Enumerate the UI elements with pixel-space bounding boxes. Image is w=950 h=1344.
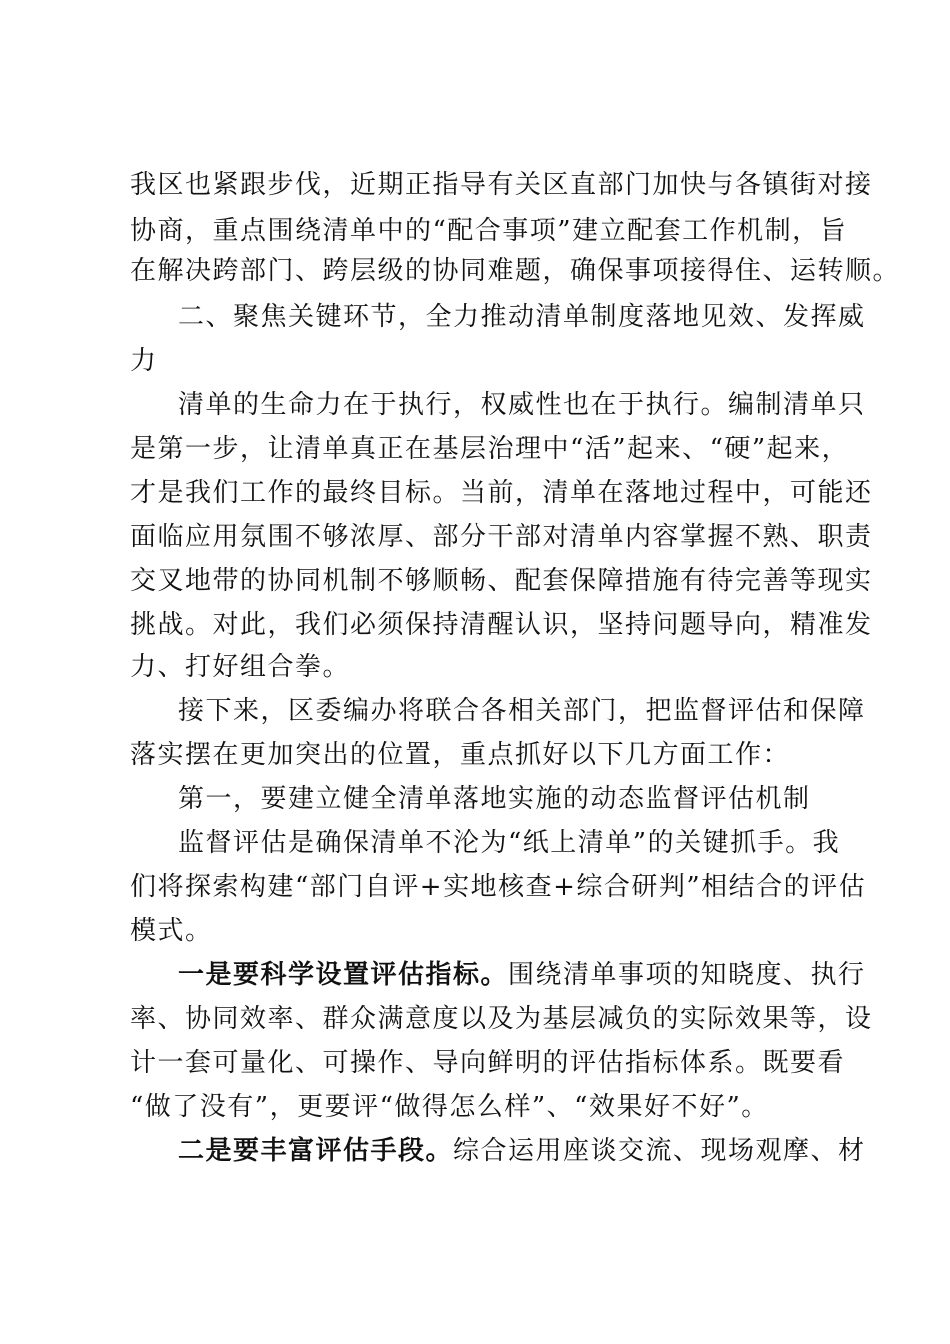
bold-lead-text: 二是要丰富评估手段。 xyxy=(178,1136,454,1166)
paragraph-line: 挑战。对此，我们必须保持清醒认识，坚持问题导向，精准发 xyxy=(130,610,873,640)
paragraph-text: 围绕清单事项的知晓度、执行 xyxy=(508,960,866,990)
paragraph-line: 在解决跨部门、跨层级的协同难题，确保事项接得住、运转顺。 xyxy=(130,256,901,286)
paragraph-line: “做了没有”，更要评“做得怎么样”、“效果好不好”。 xyxy=(130,1092,769,1122)
paragraph-line: 清单的生命力在于执行，权威性也在于执行。编制清单只 xyxy=(178,390,866,420)
section-heading-line: 二、聚焦关键环节，全力推动清单制度落地见效、发挥威 xyxy=(178,302,866,332)
paragraph-line xyxy=(178,1128,866,1174)
section-heading-line: 力 xyxy=(130,346,158,376)
paragraph-line: 监督评估是确保清单不沦为“纸上清单”的关键抓手。我 xyxy=(178,828,841,858)
bold-lead-text: 一是要科学设置评估指标。 xyxy=(178,960,509,990)
paragraph-line: 是第一步，让清单真正在基层治理中“活”起来、“硬”起来， xyxy=(130,434,850,464)
paragraph-line: 力、打好组合拳。 xyxy=(130,652,351,682)
subsection-heading-line: 第一，要建立健全清单落地实施的动态监督评估机制 xyxy=(178,784,811,814)
paragraph-line: 率、协同效率、群众满意度以及为基层减负的实际效果等，设 xyxy=(130,1004,873,1034)
paragraph-line: 协商，重点围绕清单中的“配合事项”建立配套工作机制，旨 xyxy=(130,216,848,246)
paragraph-line: 才是我们工作的最终目标。当前，清单在落地过程中，可能还 xyxy=(130,478,873,508)
paragraph-line xyxy=(178,952,866,998)
paragraph-line: 们将探索构建“部门自评+实地核查+综合研判”相结合的评估 xyxy=(130,872,867,902)
paragraph-line: 接下来，区委编办将联合各相关部门，把监督评估和保障 xyxy=(178,696,866,726)
paragraph-line: 我区也紧跟步伐，近期正指导有关区直部门加快与各镇街对接 xyxy=(130,170,873,200)
paragraph-line: 面临应用氛围不够浓厚、部分干部对清单内容掌握不熟、职责 xyxy=(130,522,873,552)
paragraph-line: 交叉地带的协同机制不够顺畅、配套保障措施有待完善等现实 xyxy=(130,566,873,596)
paragraph-line: 计一套可量化、可操作、导向鲜明的评估指标体系。既要看 xyxy=(130,1048,846,1078)
paragraph-line: 模式。 xyxy=(130,916,213,946)
paragraph-text: 综合运用座谈交流、现场观摩、材 xyxy=(453,1136,866,1166)
paragraph-line: 落实摆在更加突出的位置，重点抓好以下几方面工作： xyxy=(130,740,791,770)
